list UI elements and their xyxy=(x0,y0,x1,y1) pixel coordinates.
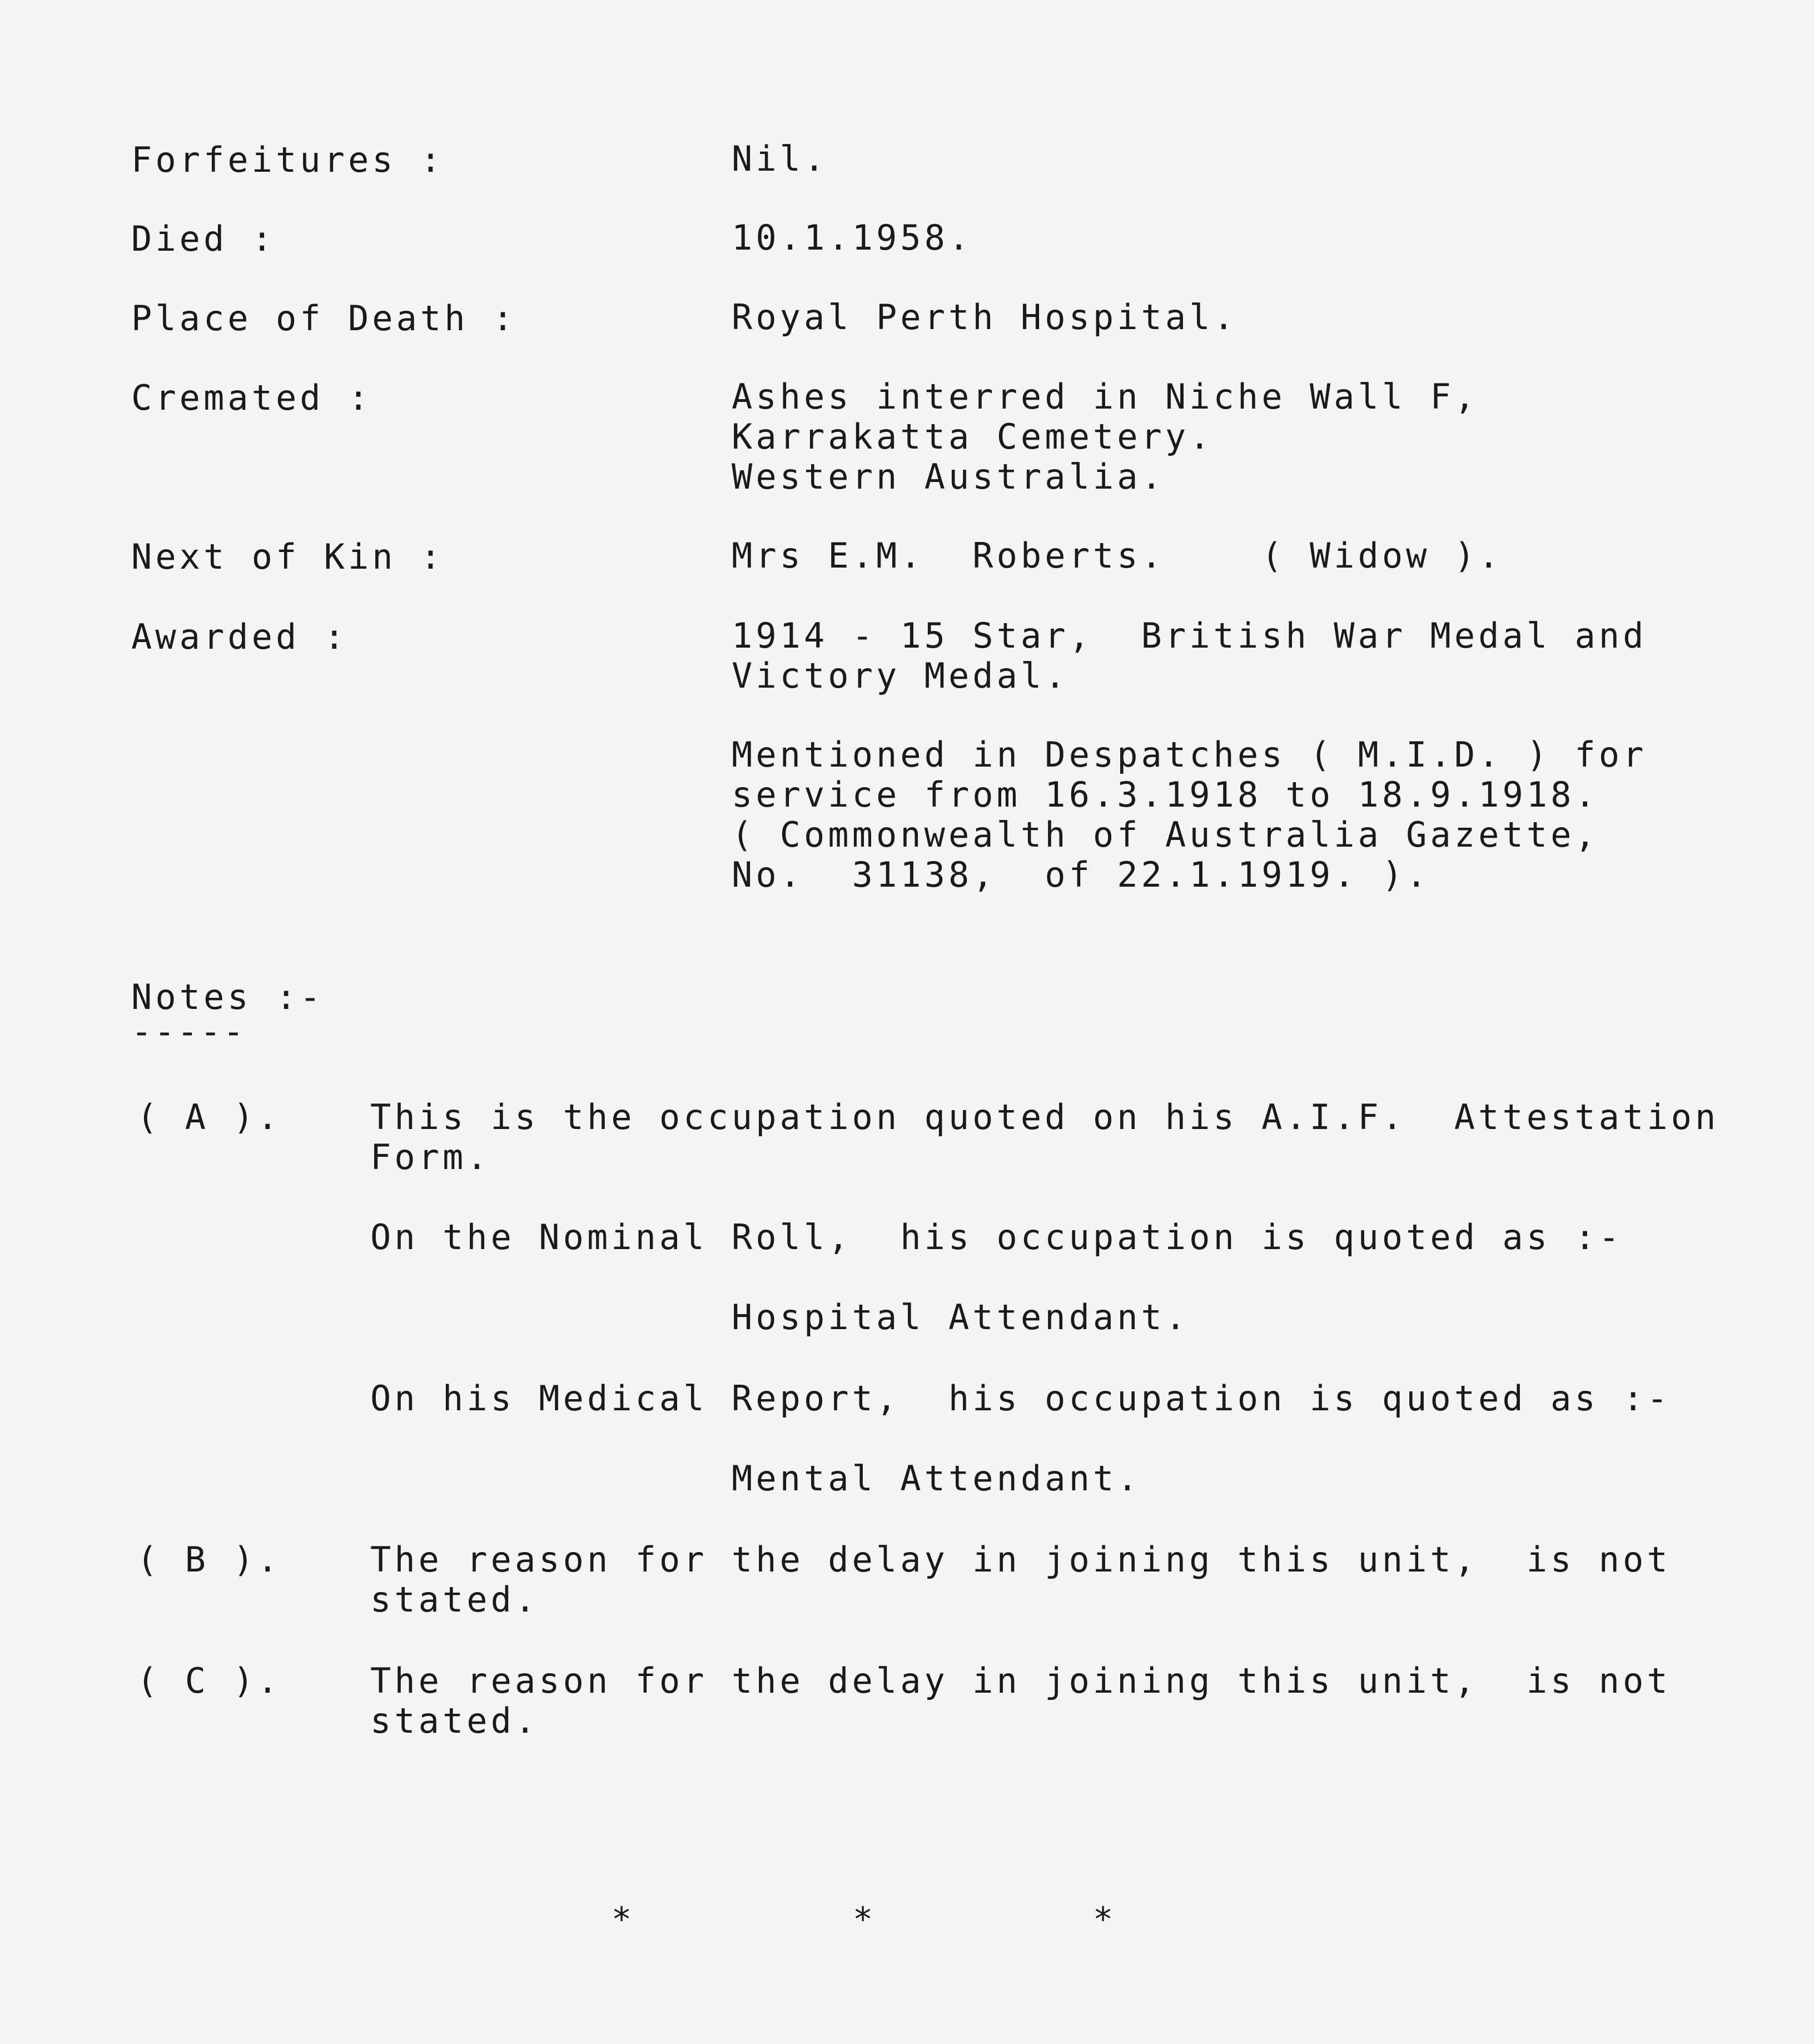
died-value: 10.1.1958. xyxy=(732,217,973,258)
forfeitures-value: Nil. xyxy=(732,138,828,179)
cremated-value-line-1: Ashes interred in Niche Wall F, xyxy=(732,376,1479,417)
note-b-label: ( B ). xyxy=(137,1539,281,1580)
awarded-label: Awarded : xyxy=(131,616,348,657)
notes-heading: Notes :- xyxy=(131,977,324,1017)
mid-line-3: ( Commonwealth of Australia Gazette, xyxy=(732,814,1599,855)
footer-star-3: * xyxy=(1093,1900,1114,1939)
note-a-medical-report: On his Medical Report, his occupation is quoted as :- xyxy=(370,1378,1671,1419)
note-c-label: ( C ). xyxy=(137,1660,281,1701)
note-a-text-line-2: Form. xyxy=(370,1137,491,1177)
note-a-nominal-roll: On the Nominal Roll, his occupation is quoted as :- xyxy=(370,1217,1623,1257)
cremated-label: Cremated : xyxy=(131,377,372,418)
forfeitures-label: Forfeitures : xyxy=(131,140,445,180)
note-a-label: ( A ). xyxy=(137,1097,281,1137)
next-of-kin-label: Next of Kin : xyxy=(131,536,445,577)
mid-line-2: service from 16.3.1918 to 18.9.1918. xyxy=(732,774,1599,815)
note-a-text-line-1: This is the occupation quoted on his A.I.F. Attestation xyxy=(370,1097,1719,1137)
note-b-text-line-1: The reason for the delay in joining this unit, is not xyxy=(370,1539,1671,1580)
mid-line-1: Mentioned in Despatches ( M.I.D. ) for xyxy=(732,734,1647,775)
note-b-text-line-2: stated. xyxy=(370,1579,539,1620)
note-a-nominal-value: Hospital Attendant. xyxy=(732,1297,1190,1337)
place-of-death-label: Place of Death : xyxy=(131,298,517,339)
awarded-value-line-1: 1914 - 15 Star, British War Medal and xyxy=(732,615,1647,656)
cremated-value-line-3: Western Australia. xyxy=(732,456,1165,497)
mid-line-4: No. 31138, of 22.1.1919. ). xyxy=(732,854,1430,895)
cremated-value-line-2: Karrakatta Cemetery. xyxy=(732,416,1214,457)
note-c-text-line-2: stated. xyxy=(370,1700,539,1741)
awarded-value-line-2: Victory Medal. xyxy=(732,655,1069,696)
next-of-kin-value: Mrs E.M. Roberts. ( Widow ). xyxy=(732,535,1503,576)
footer-star-2: * xyxy=(853,1900,873,1939)
note-c-text-line-1: The reason for the delay in joining this unit, is not xyxy=(370,1660,1671,1701)
footer-star-1: * xyxy=(612,1900,632,1939)
place-of-death-value: Royal Perth Hospital. xyxy=(732,297,1238,337)
died-label: Died : xyxy=(131,218,276,259)
note-a-medical-value: Mental Attendant. xyxy=(732,1458,1141,1499)
notes-underline: ----- xyxy=(131,1011,246,1052)
